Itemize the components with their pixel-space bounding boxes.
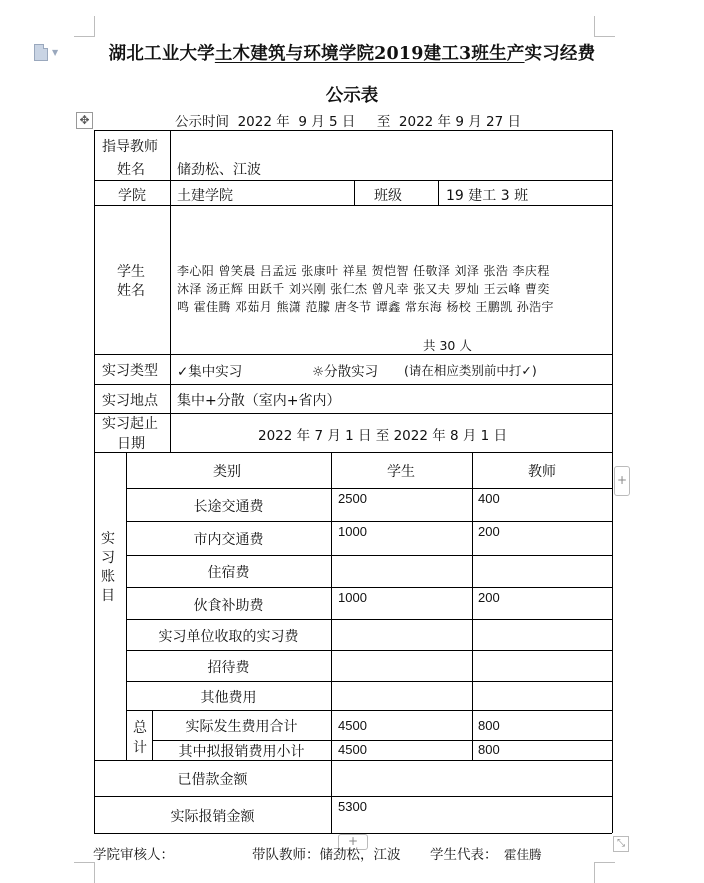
table-resize-icon[interactable]: ⤡ (613, 836, 629, 852)
row-category: 市内交通费 (193, 532, 264, 548)
header-student: 学生 (387, 464, 415, 480)
reimbursed-label: 实际报销金额 (170, 809, 255, 825)
row-student-amount[interactable]: 1000 (338, 590, 367, 605)
students-label-line1: 学生 (117, 264, 145, 280)
header-teacher: 教师 (528, 464, 556, 480)
subtotal-row-student[interactable]: 4500 (338, 742, 367, 757)
subtotal-row-category: 其中拟报销费用小计 (178, 744, 305, 760)
lead-teacher: 带队教师：储劲松，江波 (252, 847, 401, 863)
students-count: 共 30 人 (423, 338, 472, 353)
total-row-teacher[interactable]: 800 (478, 718, 500, 733)
page-corner-top-right (594, 16, 615, 37)
college-value[interactable]: 土建学院 (177, 188, 233, 204)
row-teacher-amount[interactable]: 200 (478, 590, 500, 605)
header-category: 类别 (213, 464, 241, 480)
title-line-1 (0, 40, 704, 65)
title-underlined: 土木建筑与环境学院2019建工3班生产 (214, 44, 525, 64)
reviewer-label: 学院审核人： (93, 847, 174, 863)
page-corner-top-left (74, 16, 95, 37)
total-row-student[interactable]: 4500 (338, 718, 367, 733)
dates-label-line2: 日期 (117, 436, 145, 452)
page-corner-bottom-left (74, 862, 95, 883)
student-rep-value: 霍佳腾 (504, 847, 542, 862)
row-teacher-amount[interactable]: 400 (478, 491, 500, 506)
title-line-2: 公示表 (325, 86, 379, 106)
advisor-value[interactable]: 储劲松、江波 (177, 162, 261, 178)
borrowed-label: 已借款金额 (177, 772, 248, 788)
dates-label-line1: 实习起止 (102, 416, 158, 432)
row-category: 其他费用 (200, 690, 257, 706)
row-category: 伙食补助费 (193, 598, 264, 614)
page-corner-bottom-right (594, 862, 615, 883)
total-label-1: 总 (133, 720, 147, 736)
class-label: 班级 (374, 188, 402, 204)
total-label-2: 计 (133, 740, 147, 756)
accounts-side-label-1: 实 (101, 531, 115, 547)
students-names-line2[interactable]: 沐泽 汤正辉 田跃千 刘兴刚 张仁杰 曾凡幸 张又夫 罗灿 王云峰 曹奕 (177, 282, 550, 296)
location-label: 实习地点 (102, 393, 158, 409)
advisor-label-line1: 指导教师 (102, 139, 158, 155)
publish-time: 公示时间 2022 年 9 月 5 日 至 2022 年 9 月 27 日 (175, 114, 521, 130)
title-suffix: 实习经费 (524, 44, 596, 64)
row-category: 实习单位收取的实习费 (158, 629, 299, 645)
practice-type-label: 实习类型 (102, 363, 158, 379)
subtotal-row-teacher[interactable]: 800 (478, 742, 500, 757)
advisor-label-line2: 姓名 (117, 162, 145, 178)
practice-type-note: (请在相应类别前中打✓) (404, 363, 537, 378)
row-category: 长途交通费 (193, 499, 264, 515)
row-student-amount[interactable]: 2500 (338, 491, 367, 506)
practice-type-option-dispersed[interactable]: ☼分散实习 (312, 364, 379, 380)
title-prefix: 湖北工业大学 (108, 44, 215, 64)
students-names-line1[interactable]: 李心阳 曾笑晨 吕孟远 张康叶 祥星 贺恺智 任敬泽 刘泽 张浩 李庆程 (177, 264, 550, 278)
row-student-amount[interactable]: 1000 (338, 524, 367, 539)
add-column-icon[interactable]: + (614, 466, 630, 496)
college-label: 学院 (118, 188, 146, 204)
add-row-icon[interactable]: + (338, 834, 368, 850)
students-names-line3[interactable]: 鸣 霍佳腾 邓茹月 熊潇 范朦 唐冬节 谭鑫 常东海 杨校 王鹏凯 孙浩宇 (177, 300, 554, 314)
accounts-side-label-4: 目 (101, 588, 115, 604)
chevron-down-icon[interactable]: ▼ (52, 48, 59, 57)
table-move-handle-icon[interactable]: ✥ (76, 112, 93, 129)
location-value[interactable]: 集中+分散（室内+省内） (177, 393, 341, 409)
accounts-side-label-2: 习 (101, 550, 115, 566)
row-teacher-amount[interactable]: 200 (478, 524, 500, 539)
student-rep-label: 学生代表： (430, 847, 498, 863)
reimbursed-value[interactable]: 5300 (338, 799, 367, 814)
total-row-category: 实际发生费用合计 (185, 719, 298, 735)
row-category: 招待费 (207, 660, 250, 676)
practice-type-option-centralized[interactable]: ✓集中实习 (177, 364, 243, 380)
row-category: 住宿费 (207, 565, 250, 581)
students-label-line2: 姓名 (117, 283, 145, 299)
accounts-side-label-3: 账 (101, 569, 115, 585)
class-value[interactable]: 19 建工 3 班 (446, 188, 529, 204)
dates-value[interactable]: 2022 年 7 月 1 日 至 2022 年 8 月 1 日 (258, 428, 508, 444)
